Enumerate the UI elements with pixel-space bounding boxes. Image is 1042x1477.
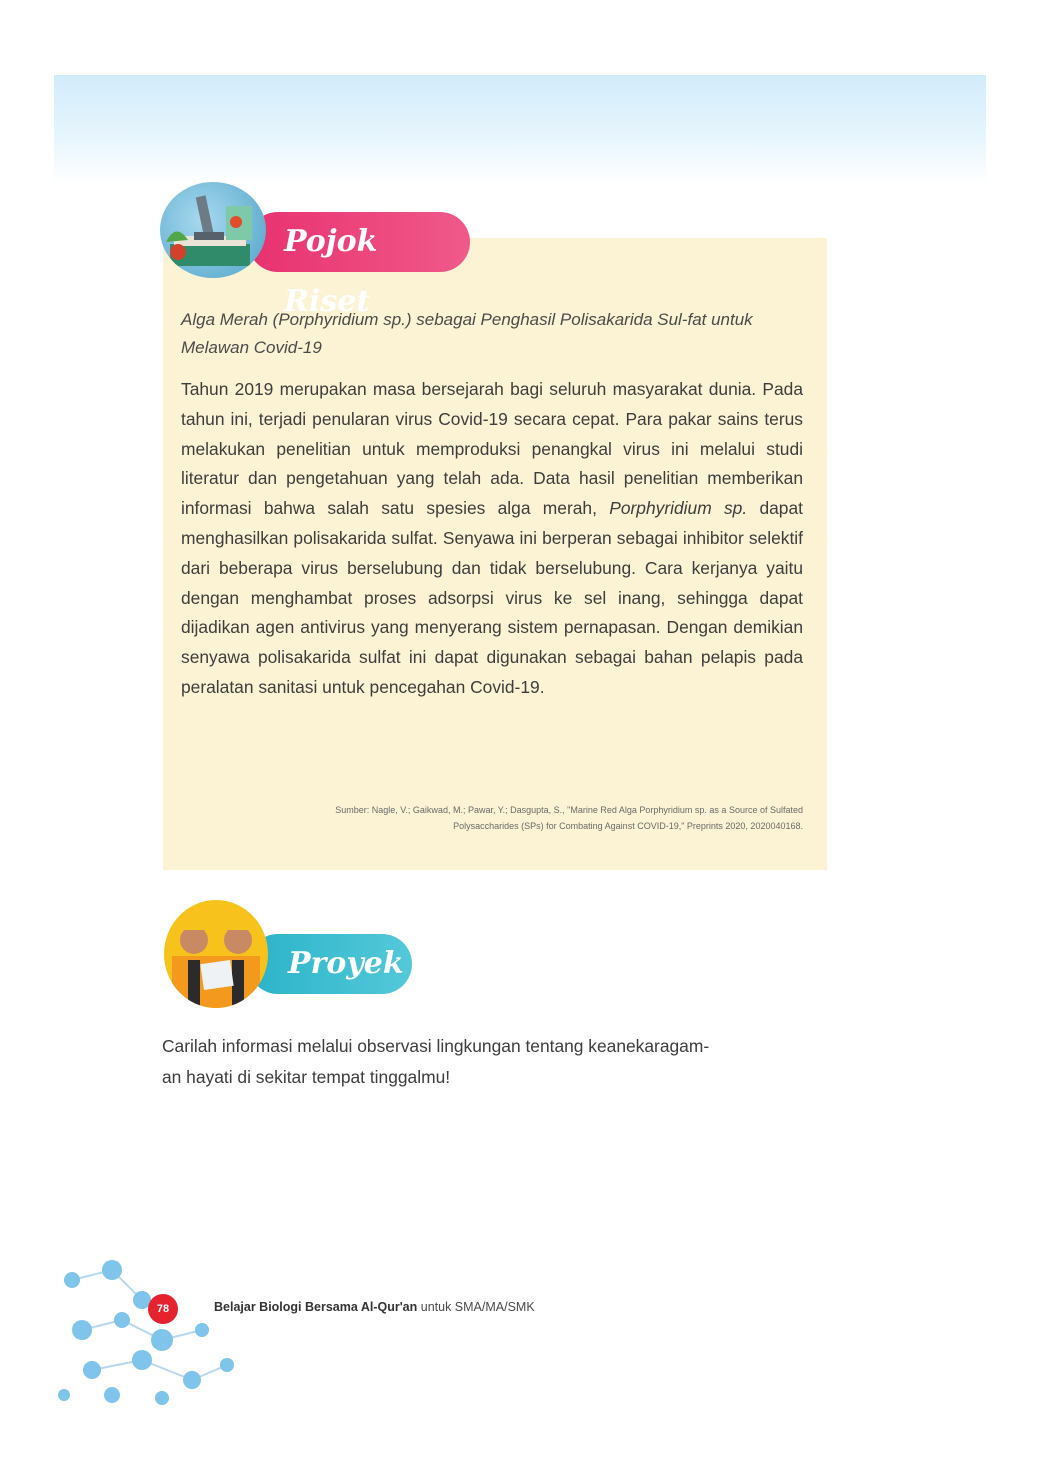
riset-species-name: Porphyridium sp. bbox=[609, 498, 748, 519]
proyek-label: Proyek bbox=[248, 934, 412, 994]
riset-source-line-1: Sumber: Nagle, V.; Gaikwad, M.; Pawar, Y.; Dasgupta, S., "Marine Red Alga Porphyridium sp. as a Source of Sulfated bbox=[335, 805, 803, 815]
proyek-instruction-line-1: Carilah informasi melalui observasi lingkungan tentang keanekaragam- bbox=[162, 1036, 710, 1056]
book-suffix: untuk SMA/MA/SMK bbox=[420, 1300, 535, 1314]
book-title: Belajar Biologi Bersama Al-Qur'an bbox=[214, 1300, 418, 1314]
workers-illustration-icon bbox=[164, 900, 268, 1008]
proyek-instruction-line-2: an hayati di sekitar tempat tinggalmu! bbox=[162, 1067, 451, 1087]
riset-body-paragraph bbox=[181, 375, 803, 703]
page-number: 78 bbox=[148, 1294, 178, 1324]
page-header-band bbox=[54, 75, 986, 185]
riset-title: Alga Merah (Porphyridium sp.) sebagai Penghasil Polisakarida Sul-fat untuk Melawan Covid-19 bbox=[181, 310, 753, 357]
microscope-illustration-icon bbox=[160, 182, 266, 278]
riset-source-citation bbox=[181, 802, 803, 834]
footer-book-title bbox=[214, 1300, 535, 1314]
proyek-badge bbox=[160, 888, 420, 1012]
pojok-riset-label: Pojok Riset bbox=[248, 212, 470, 272]
pojok-riset-badge bbox=[160, 182, 480, 319]
riset-body-text-2: dapat menghasilkan polisakarida sulfat. Senyawa ini berperan sebagai inhibitor selektif dari beberapa virus berselubung dan tidak berselubung. Cara kerjanya yaitu dengan menghambat proses adsorpsi virus ke sel inang, sehingga dapat dijadikan agen antivirus yang menyerang sistem pernapasan. Dengan demikian senyawa polisakarida sulfat ini dapat digunakan sebagai bahan pelapis pada peralatan sanitasi untuk pencegahan Covid-19. bbox=[181, 498, 803, 697]
molecule-decoration-icon bbox=[52, 1250, 252, 1410]
riset-source-line-2: Polysaccharides (SPs) for Combating Against COVID-19," Preprints 2020, 2020040168. bbox=[453, 821, 803, 831]
riset-body-text-1: Tahun 2019 merupakan masa bersejarah bagi seluruh masyarakat dunia. Pada tahun ini, terjadi penularan virus Covid-19 secara cepat. Para pakar sains terus melakukan penelitian untuk memproduksi penangkal virus ini melalui studi literatur dan pengetahuan yang telah ada. Data hasil penelitian memberikan informasi bahwa salah satu spesies alga merah, bbox=[181, 379, 803, 519]
proyek-instruction bbox=[162, 1031, 842, 1093]
